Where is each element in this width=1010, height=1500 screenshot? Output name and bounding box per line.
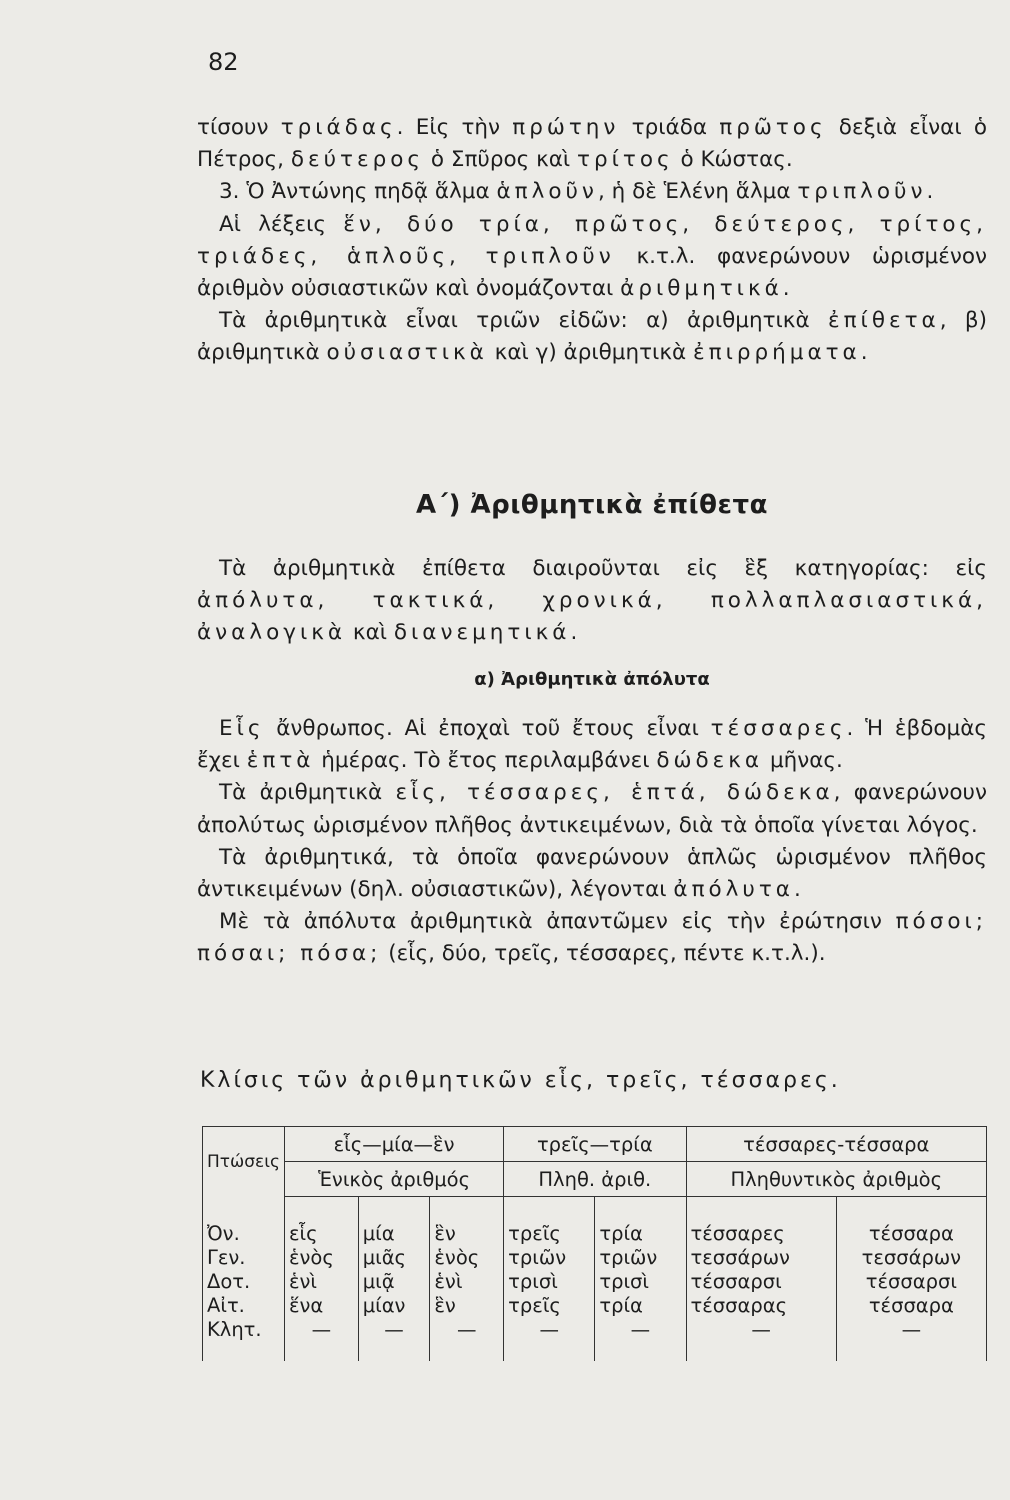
text-run: Μὲ τὰ ἀπόλυτα ἀριθμητικὰ ἀπαντῶμεν εἰς τὴν ἐρώτησιν [219, 909, 896, 935]
text-run: . Εἰς τὴν [396, 115, 513, 140]
paragraph-7 [197, 777, 987, 841]
table-spacer-row [203, 1197, 987, 1222]
text-run: . [926, 179, 934, 205]
text-run: . Ἡ ἑβδομὰς ἔχει [197, 716, 987, 774]
case-header: Πτώσεις [203, 1127, 285, 1197]
group-header-3: τέσσαρες-τέσσαρα [686, 1127, 987, 1162]
table-row [203, 1269, 987, 1293]
table-row [203, 1245, 987, 1269]
declension-table [202, 1126, 987, 1361]
table-bottom-spacer [203, 1341, 987, 1361]
table-header-row [203, 1127, 987, 1162]
table-cell: ἕνα [284, 1293, 358, 1317]
spaced-word: ἐπίθετα [827, 308, 940, 334]
table-cell: τεσσάρων [686, 1245, 836, 1269]
spaced-word: ἐπιρρήματα [693, 340, 861, 366]
table-cell: μίαν [358, 1293, 430, 1317]
spaced-word: εἷς, τέσσαρες, ἑπτά, δώδεκα [395, 780, 834, 806]
table-cell: τρεῖς [504, 1293, 595, 1317]
text-run: δεξιὰ εἶναι ὁ Πέτρος, [197, 115, 987, 173]
body-text-bottom [197, 713, 987, 971]
spaced-word: ἑπτὰ [246, 748, 315, 774]
text-run: , β) ἀριθμητικὰ [197, 308, 987, 366]
case-label: Γεν. [203, 1245, 285, 1269]
table-cell: — [430, 1317, 504, 1341]
text-run: Τὰ ἀριθμητικὰ ἐπίθετα διαιροῦνται εἰς ἓξ κατηγορίας: εἰς [219, 556, 987, 581]
subsection-heading: α) Ἀριθμητικὰ ἀπόλυτα [474, 669, 710, 690]
subheader-plural-short: Πληθ. ἀριθ. [504, 1162, 686, 1197]
subheader-plural: Πληθυντικὸς ἀριθμὸς [686, 1162, 987, 1197]
table-cell: — [686, 1317, 836, 1341]
subheader-singular: Ἑνικὸς ἀριθμός [284, 1162, 503, 1197]
table-cell: τρισὶ [504, 1269, 595, 1293]
paragraph-5 [197, 553, 987, 650]
spaced-word: ἀπόλυτα [673, 877, 794, 903]
table-cell: τέσσαρα [836, 1293, 986, 1317]
page-number: 82 [208, 48, 239, 76]
table-cell: ἓν [430, 1293, 504, 1317]
case-label: Κλητ. [203, 1317, 285, 1341]
case-label: Δοτ. [203, 1269, 285, 1293]
table-cell: εἷς [284, 1221, 358, 1245]
group-header-1: εἷς—μία—ἓν [284, 1127, 503, 1162]
table-cell: — [284, 1317, 358, 1341]
table-cell: τεσσάρων [836, 1245, 986, 1269]
case-label: Αἰτ. [203, 1293, 285, 1317]
spaced-word: τέσσαρες [710, 716, 847, 741]
text-run: μῆνας. [763, 748, 843, 774]
paragraph-8 [197, 842, 987, 906]
text-run: ὁ Κώστας. [673, 147, 793, 173]
spaced-word: ἀπόλυτα, τακτικά, χρονικά, πολλαπλασιαστικά, ἀναλογικὰ [197, 588, 987, 646]
spaced-word: πρώτην [512, 115, 620, 140]
table-row [203, 1293, 987, 1317]
text-run: Αἱ λέξεις [219, 211, 344, 237]
table-cell: τρία [595, 1221, 686, 1245]
spaced-word: ἕν, δύο τρία, πρῶτος, δεύτερος, τρίτος, τριάδες, ἁπλοῦς, τριπλοῦν [197, 211, 987, 269]
text-run: 3. Ὁ Ἀντώνης πηδᾷ ἅλμα [219, 179, 497, 205]
spaced-word: τριπλοῦν [797, 179, 927, 205]
table-cell: τέσσαρσι [836, 1269, 986, 1293]
spaced-word: ἁπλοῦν [496, 179, 598, 205]
table-cell: ἑνὶ [430, 1269, 504, 1293]
table-cell: — [595, 1317, 686, 1341]
case-label: Ὀν. [203, 1221, 285, 1245]
table-cell: ἑνὸς [430, 1245, 504, 1269]
paragraph-2 [197, 176, 987, 208]
text-run: τίσουν [197, 115, 281, 140]
spaced-word: πόσοι; πόσαι; πόσα; [197, 909, 987, 967]
text-run: . [860, 340, 868, 366]
table-cell: τέσσαρες [686, 1221, 836, 1245]
paragraph-1 [197, 112, 987, 176]
table-cell: — [836, 1317, 986, 1341]
paragraph-6 [197, 713, 987, 777]
paragraph-3 [197, 209, 987, 306]
section-heading: Α΄) Ἀριθμητικὰ ἐπίθετα [416, 490, 768, 520]
text-run: . [570, 620, 578, 646]
text-run: ἡμέρας. Τὸ ἔτος περιλαμβάνει [314, 748, 657, 774]
table-cell: μιᾷ [358, 1269, 430, 1293]
spaced-word: Εἷς [219, 716, 265, 741]
table-cell: ἑνὶ [284, 1269, 358, 1293]
paragraph-4 [197, 305, 987, 369]
text-run: , φανερώνουν ἀπολύτως ὡρισμένον πλῆθος ἀντικειμένων, διὰ τὰ ὁποῖα γίνεται λόγος. [197, 780, 987, 838]
table-cell: τρεῖς [504, 1221, 595, 1245]
group-header-2: τρεῖς—τρία [504, 1127, 686, 1162]
table-row [203, 1221, 987, 1245]
table-subheader-row [203, 1162, 987, 1197]
text-run: Τὰ ἀριθμητικὰ εἶναι τριῶν εἰδῶν: α) ἀριθμητικὰ [219, 308, 828, 334]
text-run: . [793, 877, 801, 903]
text-run: . [782, 276, 790, 302]
spaced-word: πρῶτος [719, 115, 827, 140]
table-cell: ἑνὸς [284, 1245, 358, 1269]
table-row [203, 1317, 987, 1341]
text-run: Τὰ ἀριθμητικὰ [219, 780, 396, 806]
text-run: Τὰ ἀριθμητικά, τὰ ὁποῖα φανερώνουν ἁπλῶς ὡρισμένον πλῆθος ἀντικειμένων (δηλ. οὐσιαστικῶν), λέγονται [197, 844, 987, 903]
table-cell: τριῶν [595, 1245, 686, 1269]
table-cell: τρισὶ [595, 1269, 686, 1293]
table-cell: μιᾶς [358, 1245, 430, 1269]
spaced-word: δεύτερος [290, 147, 425, 173]
body-text-middle [197, 553, 987, 650]
table-cell: τέσσαρα [836, 1221, 986, 1245]
text-run: τριάδα [619, 115, 720, 140]
spaced-word: τριάδας [280, 115, 397, 140]
text-run: ἄνθρωπος. Αἱ ἐποχαὶ τοῦ ἔτους εἶναι [264, 716, 711, 741]
table-cell: μία [358, 1221, 430, 1245]
text-run: ὁ Σπῦρος καὶ [424, 147, 578, 173]
table-title: Κλίσις τῶν ἀριθμητικῶν εἷς, τρεῖς, τέσσαρες. [200, 1068, 841, 1093]
text-run: καὶ γ) ἀριθμητικὰ [487, 340, 693, 366]
text-run: , ἡ δὲ Ἑλένη ἅλμα [597, 179, 798, 205]
spaced-word: διανεμητικά [393, 620, 571, 646]
spaced-word: τρίτος [577, 147, 674, 173]
table-cell: τέσσαρας [686, 1293, 836, 1317]
spaced-word: δώδεκα [656, 748, 764, 774]
paragraph-9 [197, 906, 987, 970]
spaced-word: ἀριθμητικά [620, 276, 783, 302]
table-cell: ἓν [430, 1221, 504, 1245]
text-run: κ.τ.λ. φανερώνουν ὡρισμένον ἀριθμὸν οὐσιαστικῶν καὶ ὀνομάζονται [197, 243, 988, 302]
table-cell: — [504, 1317, 595, 1341]
table-cell: τρία [595, 1293, 686, 1317]
spaced-word: οὐσιαστικὰ [326, 340, 488, 366]
text-run: καὶ [346, 620, 394, 646]
table-cell: τέσσαρσι [686, 1269, 836, 1293]
table-cell: — [358, 1317, 430, 1341]
body-text-top [197, 112, 987, 370]
text-run: (εἷς, δύο, τρεῖς, τέσσαρες, πέντε κ.τ.λ.). [381, 941, 826, 967]
table-cell: τριῶν [504, 1245, 595, 1269]
